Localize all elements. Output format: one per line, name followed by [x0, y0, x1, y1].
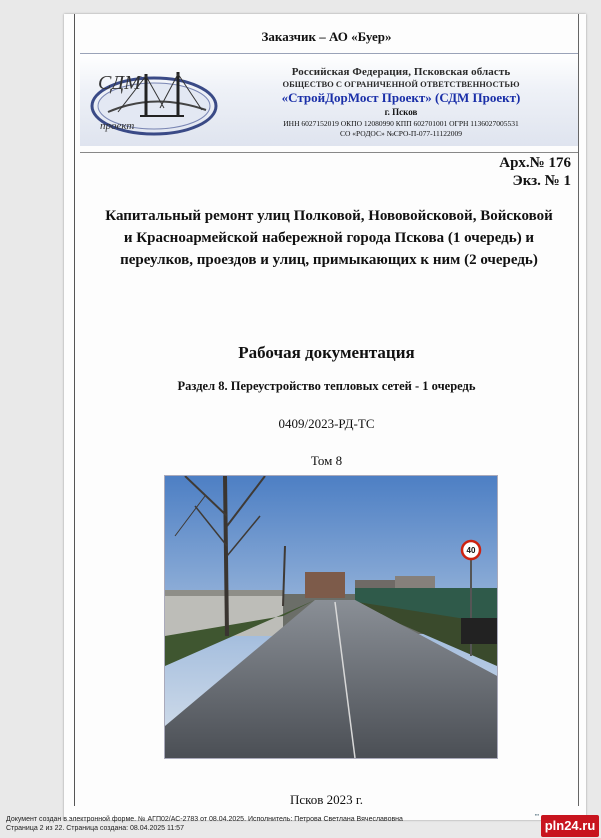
copy-number: Экз. № 1 [512, 173, 571, 189]
logo-letters: СДМ [98, 72, 141, 94]
city-year: Псков 2023 г. [289, 792, 364, 807]
footer-line: Документ создан в электронной форме. № АГП02/АС-2783 от 08.04.2025. Исполнитель: Петрова Светлана Вячеславовна [6, 816, 403, 823]
customer-line: Заказчик – АО «Буер» [261, 29, 392, 44]
footer-line: Страница 2 из 22. Страница создана: 08.04.2025 11:57 [6, 824, 184, 832]
archive-info [499, 154, 571, 190]
title-line: переулков, проездов и улиц, примыкающих к ним (2 очередь) [120, 252, 538, 268]
org-requisites: ИНН 6027152019 ОКПО 12080990 КПП 602701001 ОГРН 1136027005531 [283, 119, 519, 128]
volume-label: Том 8 [310, 453, 343, 468]
archive-number: Арх.№ 176 [499, 155, 571, 171]
speed-sign-label: 40 [466, 546, 476, 555]
document-type: Рабочая документация [238, 343, 415, 362]
electronic-doc-footer [6, 816, 486, 833]
title-line: Капитальный ремонт улиц Полковой, Нововойсковой, Войсковой [105, 208, 553, 224]
bridge-logo-icon [88, 62, 220, 142]
org-name: «СтройДорМост Проект» (СДМ Проект) [281, 90, 521, 105]
banner-divider [80, 152, 578, 153]
logo-subtitle: проект [100, 120, 135, 132]
org-region: Российская Федерация, Псковская область [291, 66, 511, 78]
section-title: Раздел 8. Переустройство тепловых сетей - 1 очередь [177, 379, 476, 393]
org-form: ОБЩЕСТВО С ОГРАНИЧЕННОЙ ОТВЕТСТВЕННОСТЬЮ [282, 79, 520, 89]
title-line: и Красноармейской набережной города Пскова (1 очередь) и [123, 230, 535, 246]
company-info [226, 66, 576, 138]
document-code: 0409/2023-РД-ТС [278, 416, 375, 431]
road-photo-icon [164, 475, 498, 759]
gov-stamp-icon: ▪▪▪ [534, 812, 540, 817]
org-city: г. Псков [384, 107, 418, 117]
frame-line-right [578, 14, 579, 806]
watermark-badge: pln24.ru [541, 815, 599, 837]
org-sro: СО «РОДОС» №СРО-П-077-11122009 [339, 129, 463, 138]
project-title [84, 205, 574, 271]
frame-line-left [74, 14, 75, 806]
